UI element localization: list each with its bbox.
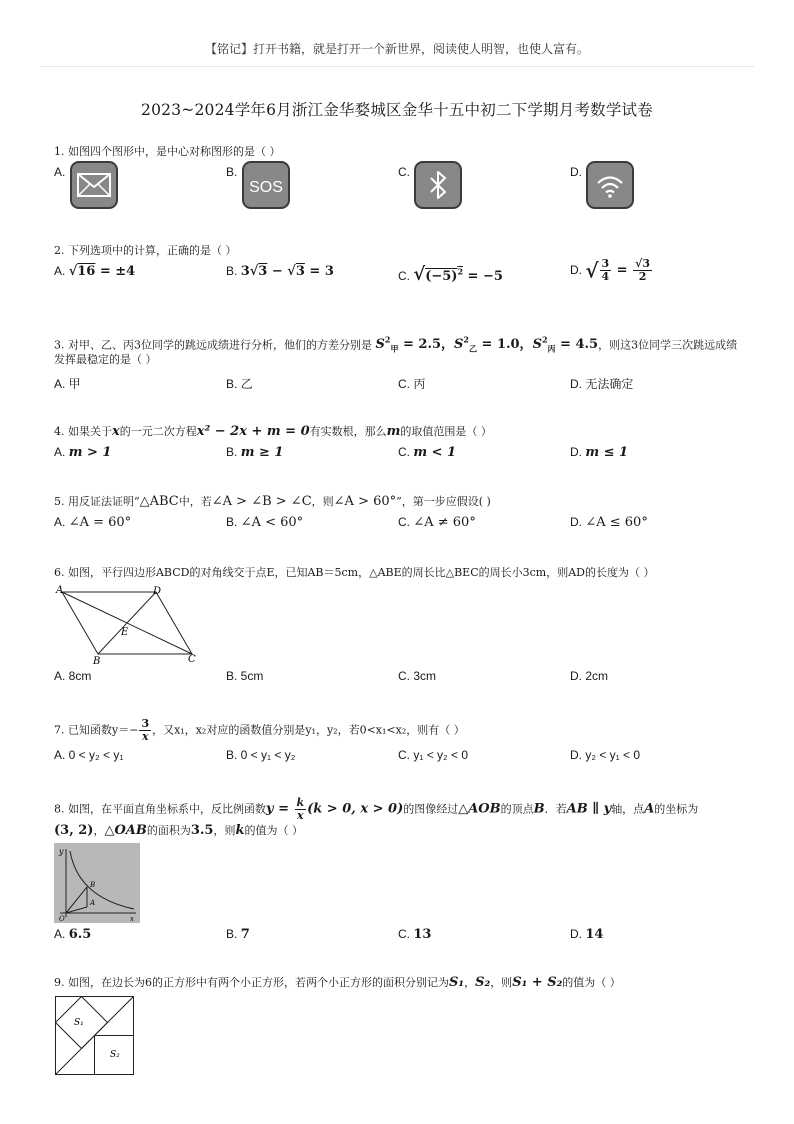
q8-func-lhs: y = — [266, 801, 294, 817]
q4-option-a — [54, 445, 111, 460]
q2-option-d — [570, 258, 653, 283]
q2-label-a: A. — [54, 264, 66, 278]
q4-d-math: m ≤ 1 — [585, 445, 629, 460]
q6-option-b: B. 5cm — [226, 669, 264, 683]
q8-a-value: 6.5 — [68, 927, 92, 942]
q4-option-c — [398, 445, 456, 460]
q2-b-radicand2: 3 — [295, 264, 305, 279]
q2-option-b — [226, 264, 334, 279]
q4-pre: 4. 如果关于 — [54, 425, 112, 438]
point-label-a: A — [56, 585, 64, 596]
q3-s1-sub: 甲 — [390, 343, 399, 354]
q9-sum: S₁ + S₂ — [512, 975, 563, 990]
q6-option-a: A. 8cm — [54, 669, 92, 683]
q8-coord: (3, 2) — [54, 823, 94, 838]
q8-frac-den: x — [297, 809, 304, 822]
q7-post: ，又x₁，x₂对应的函数值分别是y₁，y₂，若0<x₁<x₂，则有（ ） — [152, 723, 465, 737]
q2-b-minus: − — [267, 264, 288, 279]
q8-l2-mid2: 的面积为 — [146, 824, 191, 837]
document-title: 2023~2024学年6月浙江金华婺城区金华十五中初二下学期月考数学试卷 — [141, 101, 653, 119]
q7-option-a: A. 0 < y₂ < y₁ — [54, 748, 124, 762]
q2-a-rhs: = ±4 — [95, 264, 136, 279]
q8-l2-post: 的值为（ ） — [244, 824, 303, 837]
q9-post: 的值为（ ） — [562, 976, 621, 989]
q4-label-a: A. — [54, 445, 66, 459]
q8-fraction — [295, 797, 307, 822]
q8-b-value: 7 — [240, 927, 250, 942]
q5-label-d: D. — [570, 515, 582, 529]
q2-option-a — [54, 264, 135, 279]
q4-stem — [54, 424, 492, 440]
q7-frac-num: 3 — [141, 717, 150, 730]
q5-label-a: A. — [54, 515, 66, 529]
q4-var-x: x — [112, 424, 120, 439]
q5-option-a — [54, 515, 131, 530]
q9-s2: S₂ — [475, 975, 491, 990]
q9-pre: 9. 如图，在边长为6的正方形中有两个小正方形，若两个小正方形的面积分别记为 — [54, 976, 449, 989]
wifi-icon — [586, 161, 634, 209]
q8-option-c — [398, 927, 431, 942]
q7-option-b: B. 0 < y₁ < y₂ — [226, 748, 296, 762]
label-s1: S₁ — [74, 1018, 84, 1028]
q4-option-d — [570, 445, 628, 460]
q9-stem — [54, 975, 621, 991]
page-header-motto: 【铭记】打开书籍，就是打开一个新世界，阅读使人明智，也使人富有。 — [204, 42, 589, 56]
q2-b-radicand: 3 — [258, 264, 268, 279]
q5-d-math: ∠A ≤ 60° — [585, 515, 648, 530]
q1-label-a: A. — [54, 165, 66, 179]
q3-s3-sup: 2 — [541, 335, 548, 345]
q8-post2: 的坐标为 — [654, 802, 699, 816]
q4-var-m: m — [386, 424, 401, 439]
q4-post: 的取值范围是（ ） — [400, 425, 492, 438]
q3-s1-sup: 2 — [384, 335, 391, 345]
q4-equation: x² − 2x + m = 0 — [196, 424, 310, 439]
q2-stem: 2. 下列选项中的计算，正确的是（ ） — [54, 244, 237, 257]
q8-func-cond: (k > 0, x > 0) — [307, 801, 404, 817]
q2-d-rnum-wrap: √3 — [635, 257, 650, 270]
q4-mid: 的一元二次方程 — [119, 425, 197, 438]
label-s2: S₂ — [110, 1050, 120, 1060]
q2-d-den: 4 — [601, 270, 610, 283]
point-label-c: C — [188, 654, 196, 665]
q8-k: k — [235, 823, 245, 838]
q8-area: 3.5 — [190, 823, 214, 838]
q2-b-coef: 3 — [240, 264, 250, 279]
header-divider — [40, 66, 754, 67]
q3-s3: S — [532, 337, 542, 353]
bluetooth-icon — [414, 161, 462, 209]
point-label-b: B — [90, 881, 96, 889]
q1-label-b: B. — [226, 165, 238, 179]
axis-label-x: x — [130, 915, 134, 923]
q2-a-radicand: 16 — [77, 264, 96, 279]
q2-b-rhs: = 3 — [304, 264, 334, 279]
q5-label-c: C. — [398, 515, 410, 529]
q7-pre: 7. 已知函数y＝− — [54, 723, 139, 737]
q6-stem: 6. 如图，平行四边形ABCD的对角线交于点E，已知AB＝5cm，△ABE的周长比△BEC的周长小3cm，则AD的长度为（ ） — [54, 566, 655, 579]
q2-c-math: $√(-5)^2 = -5$ — [413, 264, 503, 285]
coordinate-figure — [54, 843, 140, 923]
q5-mid: 中，若 — [178, 495, 212, 508]
sos-text: SOS — [249, 179, 283, 196]
origin-label: O — [59, 915, 65, 923]
q5-stem — [54, 494, 491, 510]
q3-s2-sub: 乙 — [469, 343, 477, 354]
q2-d-num: 3 — [601, 257, 610, 270]
q9-s1: S₁ — [449, 975, 465, 990]
q2-d-math: √ $\frac{3}{4}$ = $\frac{√3}{2}$ — [585, 257, 650, 283]
q3-s2: S — [454, 337, 464, 353]
q5-label-b: B. — [226, 515, 238, 529]
q2-a-math: √16 = ±4 — [68, 264, 136, 279]
q8-point-a: A — [644, 801, 655, 817]
q8-label-b: B. — [226, 927, 238, 941]
parallelogram-figure — [52, 584, 202, 666]
q3-s2-val: = 1.0， — [477, 337, 533, 353]
q2-c-exponent: 2 — [457, 266, 464, 277]
q7-frac-den: x — [141, 730, 149, 743]
q8-post: 轴，点 — [611, 802, 645, 816]
q5-b-math: ∠A < 60° — [240, 515, 304, 530]
q8-mid2: 的顶点 — [500, 802, 534, 816]
q2-option-c — [398, 264, 503, 285]
axis-label-y: y — [59, 847, 64, 856]
q1-stem: 1. 如图四个图形中，是中心对称图形的是（ ） — [54, 145, 281, 158]
q3-s1: S — [375, 337, 385, 353]
square-figure — [55, 996, 135, 1076]
q5-conclusion: ∠A > 60° — [333, 494, 397, 509]
q5-option-d — [570, 515, 648, 530]
q4-label-d: D. — [570, 445, 582, 459]
q3-s2-sup: 2 — [463, 335, 469, 345]
q2-c-radicand: (−5) — [425, 269, 458, 284]
q8-stem-line2 — [54, 823, 303, 839]
q9-mid: ，则 — [490, 976, 513, 989]
point-label-d: D — [153, 586, 162, 597]
q3-option-b: B. 乙 — [226, 377, 253, 391]
q6-option-d: D. 2cm — [570, 669, 609, 683]
q3-option-d: D. 无法确定 — [570, 377, 634, 391]
q5-post: ”，第一步应假设( ) — [396, 495, 491, 508]
q8-mid: 的图像经过 — [403, 802, 459, 816]
q2-c-radicand-wrap — [425, 266, 464, 284]
q6-option-c: C. 3cm — [398, 669, 437, 683]
q5-a-math: ∠A = 60° — [68, 515, 132, 530]
q8-d-value: 14 — [585, 927, 604, 942]
q4-mid2: 有实数根，那么 — [309, 425, 387, 438]
point-label-b: B — [93, 656, 101, 666]
q8-label-a: A. — [54, 927, 66, 941]
q5-c-math: ∠A ≠ 60° — [413, 515, 476, 530]
q2-d-lhs-frac — [600, 258, 612, 283]
q3-stem-line2: 发挥最稳定的是（ ） — [54, 353, 157, 366]
q3-suffix: ，则这3位同学三次跳远成绩 — [598, 338, 738, 352]
envelope-icon — [70, 161, 118, 209]
q3-s1-val: = 2.5， — [398, 337, 455, 353]
q4-a-math: m > 1 — [68, 445, 112, 460]
q8-triangle: △AOB — [458, 801, 501, 817]
q2-label-d: D. — [570, 263, 582, 277]
q8-option-a — [54, 927, 91, 942]
q4-option-b — [226, 445, 283, 460]
q2-label-c: C. — [398, 269, 410, 283]
q1-label-d: D. — [570, 165, 582, 179]
q3-option-a: A. 甲 — [54, 377, 81, 391]
q4-b-math: m ≥ 1 — [240, 445, 284, 460]
q7-fraction — [139, 718, 151, 743]
point-label-a: A — [90, 899, 96, 907]
q7-stem — [54, 718, 465, 743]
q5-option-b — [226, 515, 303, 530]
q5-angles: ∠A > ∠B > ∠C — [211, 494, 312, 509]
q8-l2-mid3: ，则 — [213, 824, 236, 837]
q2-d-rnum: 3 — [642, 257, 650, 270]
q1-label-c: C. — [398, 165, 410, 179]
q8-l2-triangle: △OAB — [104, 823, 147, 838]
q8-point-b: B — [533, 801, 545, 817]
q8-option-b — [226, 927, 250, 942]
q4-label-b: B. — [226, 445, 238, 459]
q2-d-eq: = — [612, 263, 633, 278]
q3-s3-sub: 丙 — [547, 343, 556, 354]
sos-icon — [242, 161, 290, 209]
q4-label-c: C. — [398, 445, 410, 459]
q3-s3-val: = 4.5 — [555, 337, 599, 353]
q3-prefix: 3. 对甲、乙、丙3位同学的跳远成绩进行分析，他们的方差分别是 — [54, 338, 376, 352]
q7-option-d: D. y₂ < y₁ < 0 — [570, 748, 641, 762]
q8-parallel: AB ∥ y — [566, 801, 612, 817]
q8-label-c: C. — [398, 927, 410, 941]
point-label-e: E — [121, 627, 129, 638]
q2-b-math: 3√3 − √3 = 3 — [240, 264, 334, 279]
q8-c-value: 13 — [413, 927, 432, 942]
q5-pre: 5. 用反证法证明“ — [54, 495, 140, 508]
q8-l2-mid: ， — [93, 824, 105, 837]
q2-c-rhs: = −5 — [463, 269, 503, 284]
q3-option-c: C. 丙 — [398, 377, 426, 391]
q8-mid3: ．若 — [544, 802, 567, 816]
q8-stem-line1 — [54, 797, 698, 822]
q7-option-c: C. y₁ < y₂ < 0 — [398, 748, 469, 762]
q2-d-rden: 2 — [638, 270, 647, 283]
q2-d-rhs-frac — [633, 258, 652, 283]
q5-mid2: ，则 — [311, 495, 334, 508]
q3-var-1 — [376, 337, 599, 352]
q2-label-b: B. — [226, 264, 238, 278]
q5-triangle: △ABC — [139, 494, 179, 509]
q4-c-math: m < 1 — [413, 445, 457, 460]
q9-sep: ， — [464, 976, 476, 989]
q8-label-d: D. — [570, 927, 582, 941]
q8-option-d — [570, 927, 603, 942]
q8-pre: 8. 如图，在平面直角坐标系中，反比例函数 — [54, 802, 266, 816]
q5-option-c — [398, 515, 476, 530]
q8-frac-num: k — [296, 796, 305, 809]
